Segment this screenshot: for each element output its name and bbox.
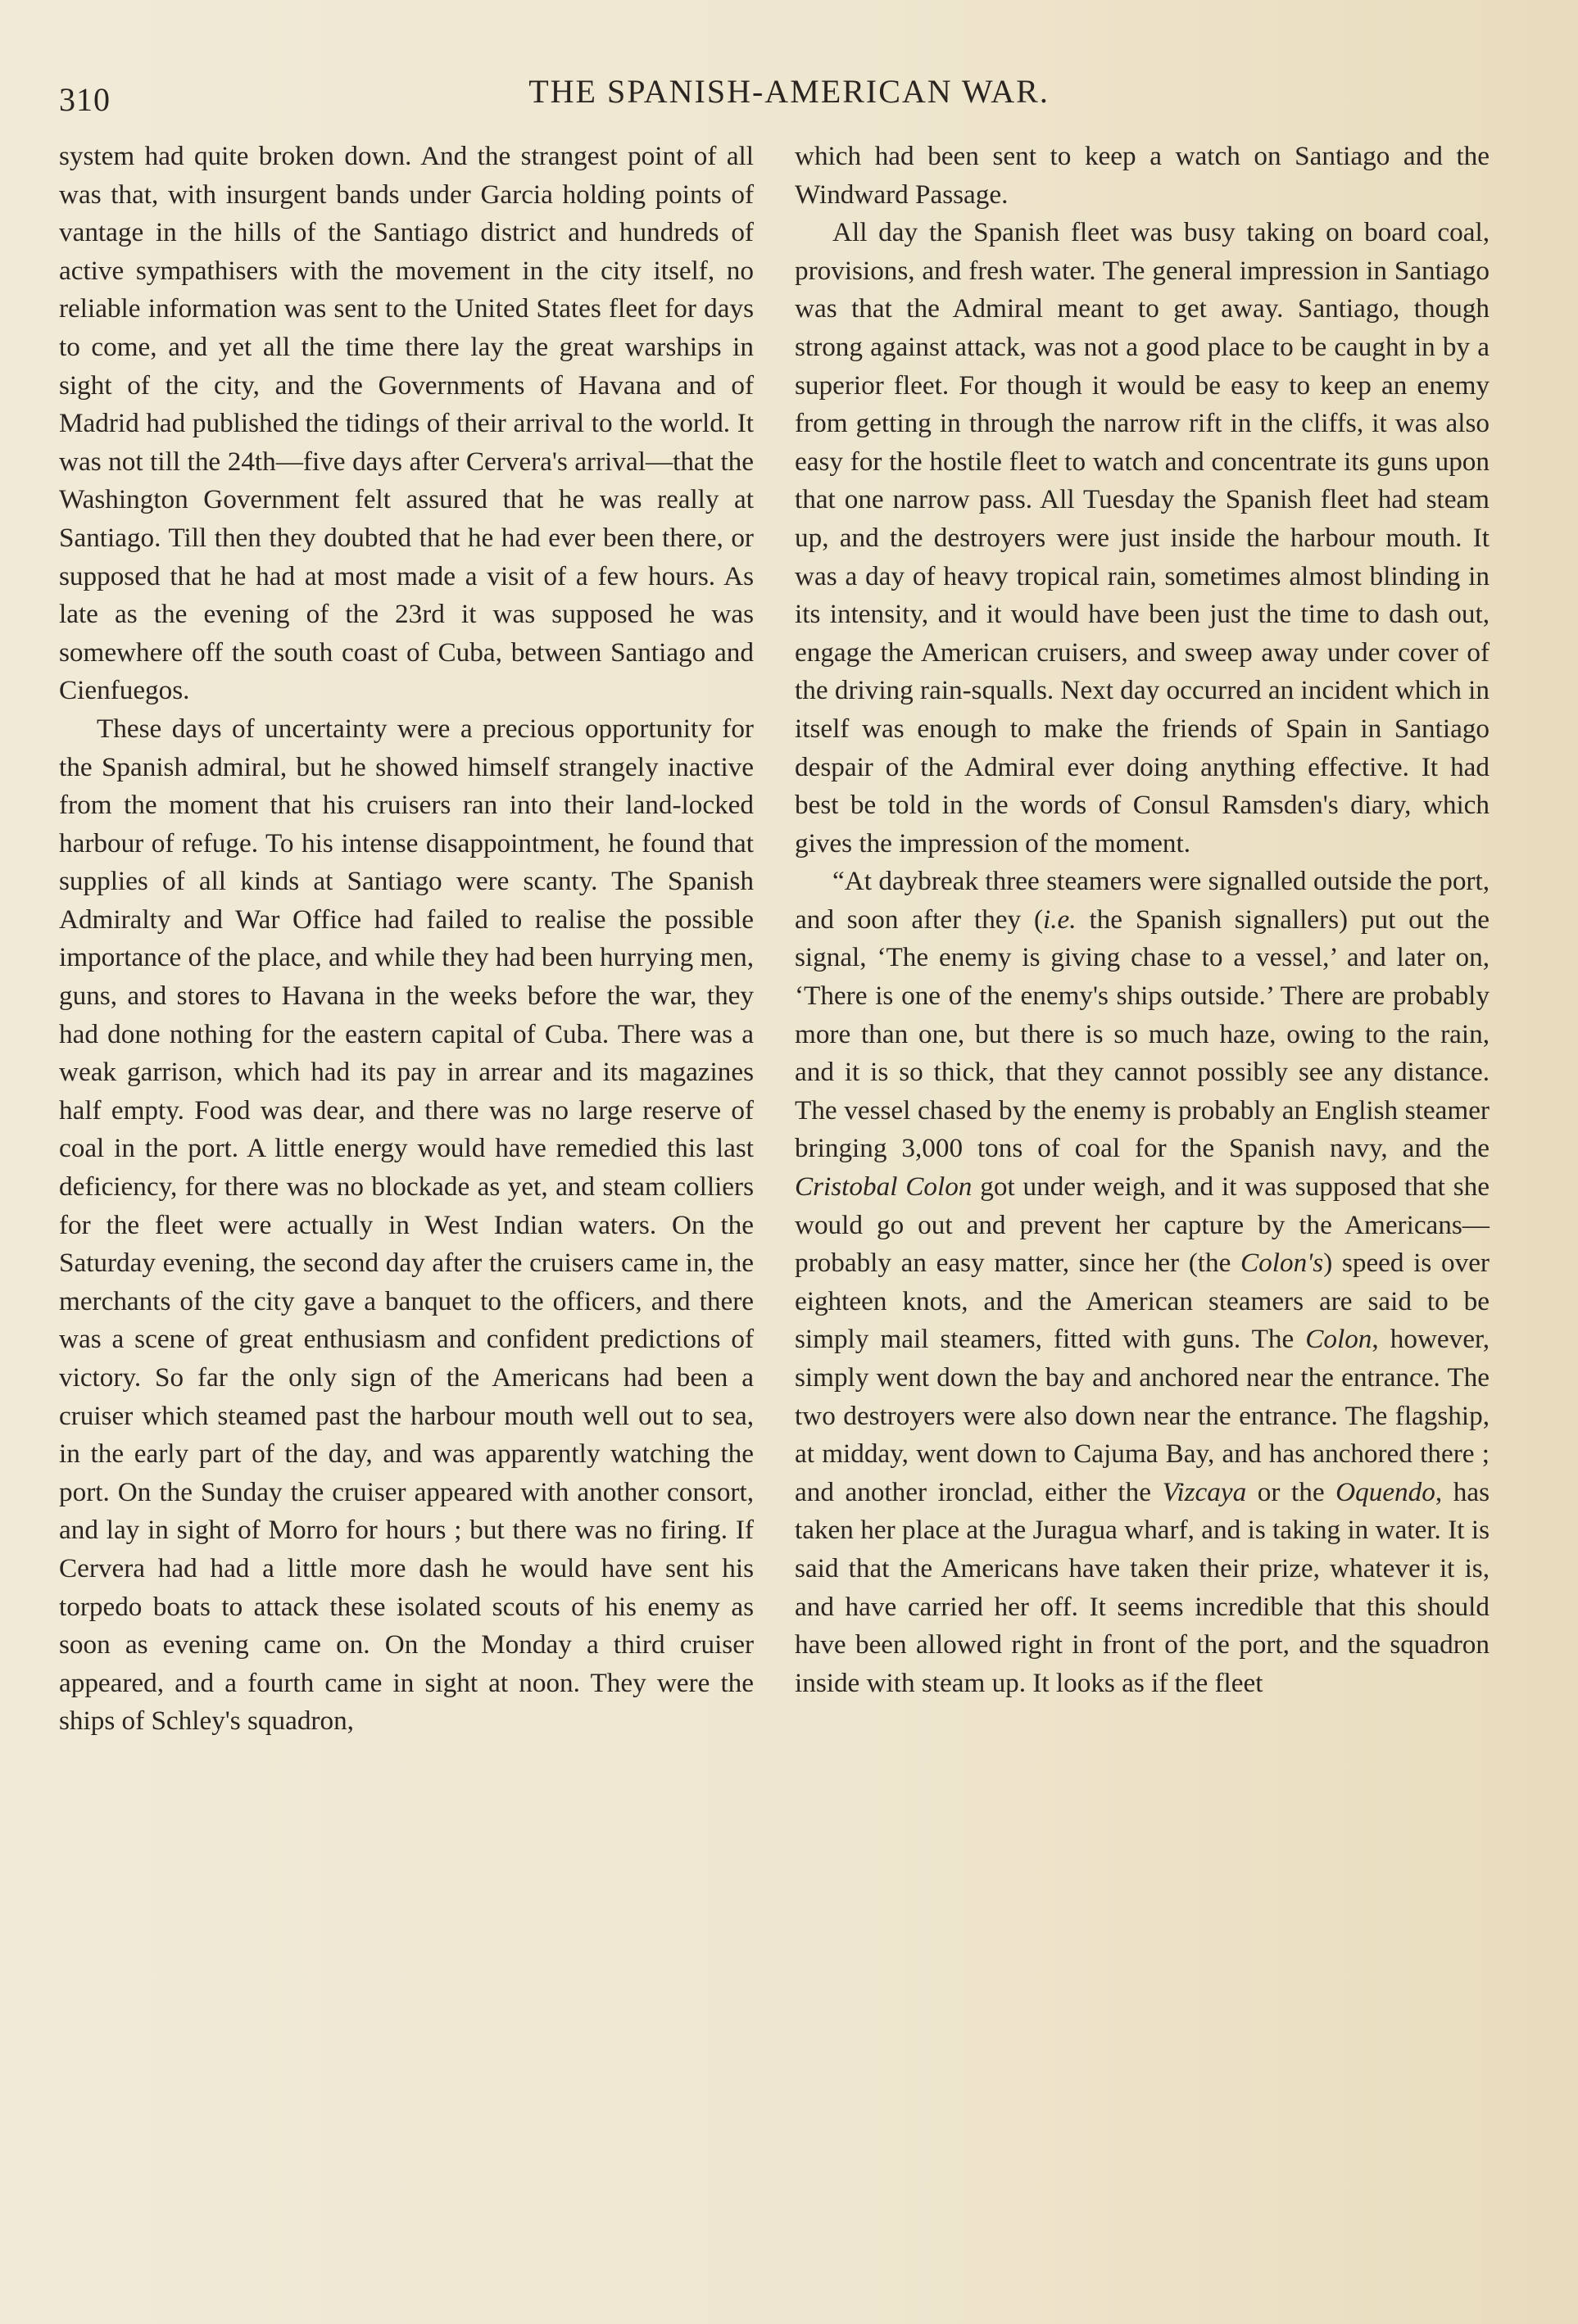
paragraph: These days of uncertainty were a precious opportunity for the Spanish admiral, but he showed himself strangely inactive from the moment that his cruisers ran into their land-locked harbour of refuge. To his intense disappointment, he found that supplies of all kinds at Santiago were scanty. The Spanish Admiralty and War Office had failed to realise the possible importance of the place, and while they had been hurrying men, guns, and stores to Havana in the weeks before the war, they had done nothing for the eastern capital of Cuba. There was a weak garrison, which had its pay in arrear and its magazines half empty. Food was dear, and there was no large reserve of coal in the port. A little energy would have remedied this last deficiency, for there was no blockade as yet, and steam colliers for the fleet were actually in West Indian waters. On the Saturday evening, the second day after the cruisers came in, the merchants of the city gave a banquet to the officers, and there was a scene of great enthusiasm and confident predictions of victory. So far the only sign of the Americans had been a cruiser which steamed past the harbour mouth well out to sea, in the early part of the day, and was apparently watching the port. On the Sunday the cruiser appeared with another consort, and lay in sight of Morro for hours ; but there was no firing. If Cervera had had a little more dash he would have sent his torpedo boats to attack these isolated scouts of his enemy as soon as evening came on. On the Monday a third cruiser appeared, and a fourth came in sight at noon. They were the ships of Schley's squadron, bbox=[59, 713, 754, 1737]
text-run: ) speed is over eighteen knots, and the American steamers are said to be simply mail steamers, fitted with guns. The bbox=[795, 1248, 1490, 1355]
ship-name: Vizcaya bbox=[1162, 1476, 1247, 1507]
text-run: got under weigh, and it was supposed that she would go out and prevent her capture by the Americans—probably an easy matter, since her (the bbox=[795, 1171, 1490, 1279]
text-run: or the bbox=[1246, 1476, 1336, 1507]
right-column bbox=[795, 138, 1490, 1702]
text-run: , has taken her place at the Juragua wharf, and is taking in water. It is said that the Americans have taken their prize, whatever it is, and have carried her off. It seems incredible that this should have been allowed right in front of the port, and the squadron inside with steam up. It looks as if the fleet bbox=[795, 1476, 1490, 1698]
paragraph: All day the Spanish fleet was busy taking on board coal, provisions, and fresh water. The general impression in Santiago was that the Admiral meant to get away. Santiago, though strong against attack, was not a good place to be caught in by a superior fleet. For though it would be easy to keep an enemy from getting in through the narrow rift in the cliffs, it was also easy for the hostile fleet to watch and concentrate its guns upon that one narrow pass. All Tuesday the Spanish fleet had steam up, and the destroyers were just inside the harbour mouth. It was a day of heavy tropical rain, sometimes almost blinding in its intensity, and it would have been just the time to dash out, engage the American cruisers, and sweep away under cover of the driving rain-squalls. Next day occurred an incident which in itself was enough to make the friends of Spain in Santiago despair of the Admiral ever doing anything effective. It had best be told in the words of Consul Ramsden's diary, which gives the impression of the moment. bbox=[795, 217, 1490, 858]
quoted-diary-paragraph bbox=[795, 863, 1490, 1702]
ship-name: Colon bbox=[1305, 1324, 1372, 1355]
ship-name: Colon's bbox=[1240, 1248, 1324, 1279]
ship-name: Oquendo bbox=[1335, 1476, 1435, 1507]
page-number: 310 bbox=[59, 81, 111, 118]
abbreviation-ie: i.e. bbox=[1043, 904, 1077, 935]
ship-name: Cristobal Colon bbox=[795, 1171, 973, 1203]
text-run: “At daybreak three steamers were signalled outside the port, and soon after they ( bbox=[795, 866, 1490, 935]
text-run: , however, simply went down the bay and anchored near the entrance. The two destroyers were also down near the entrance. The flagship, at midday, went down to Cajuma Bay, and has anchored there ; and another ironclad, either the bbox=[795, 1324, 1490, 1507]
paragraph: system had quite broken down. And the strangest point of all was that, with insurgent bands under Garcia holding points of vantage in the hills of the Santiago district and hundreds of active sympathisers with the movement in the city itself, no reliable information was sent to the United States fleet for days to come, and yet all the time there lay the great warships in sight of the city, and the Governments of Havana and of Madrid had published the tidings of their arrival to the world. It was not till the 24th—five days after Cervera's arrival—that the Washington Government felt assured that he was really at Santiago. Till then they doubted that he had ever been there, or supposed that he had at most made a visit of a few hours. As late as the evening of the 23rd it was supposed he was somewhere off the south coast of Cuba, between Santiago and Cienfuegos. bbox=[59, 141, 754, 706]
left-column bbox=[59, 138, 754, 1741]
paragraph: which had been sent to keep a watch on Santiago and the Windward Passage. bbox=[795, 141, 1490, 210]
running-head: THE SPANISH-AMERICAN WAR. bbox=[528, 73, 1050, 110]
text-run: the Spanish signallers) put out the signal, ‘The enemy is giving chase to a vessel,’ and later on, ‘There is one of the enemy's ships outside.’ There are probably more than one, but there is so much haze, owing to the rain, and it is so thick, that they cannot possibly see any distance. The vessel chased by the enemy is probably an English steamer bringing 3,000 tons of coal for the Spanish navy, and the bbox=[795, 904, 1490, 1164]
